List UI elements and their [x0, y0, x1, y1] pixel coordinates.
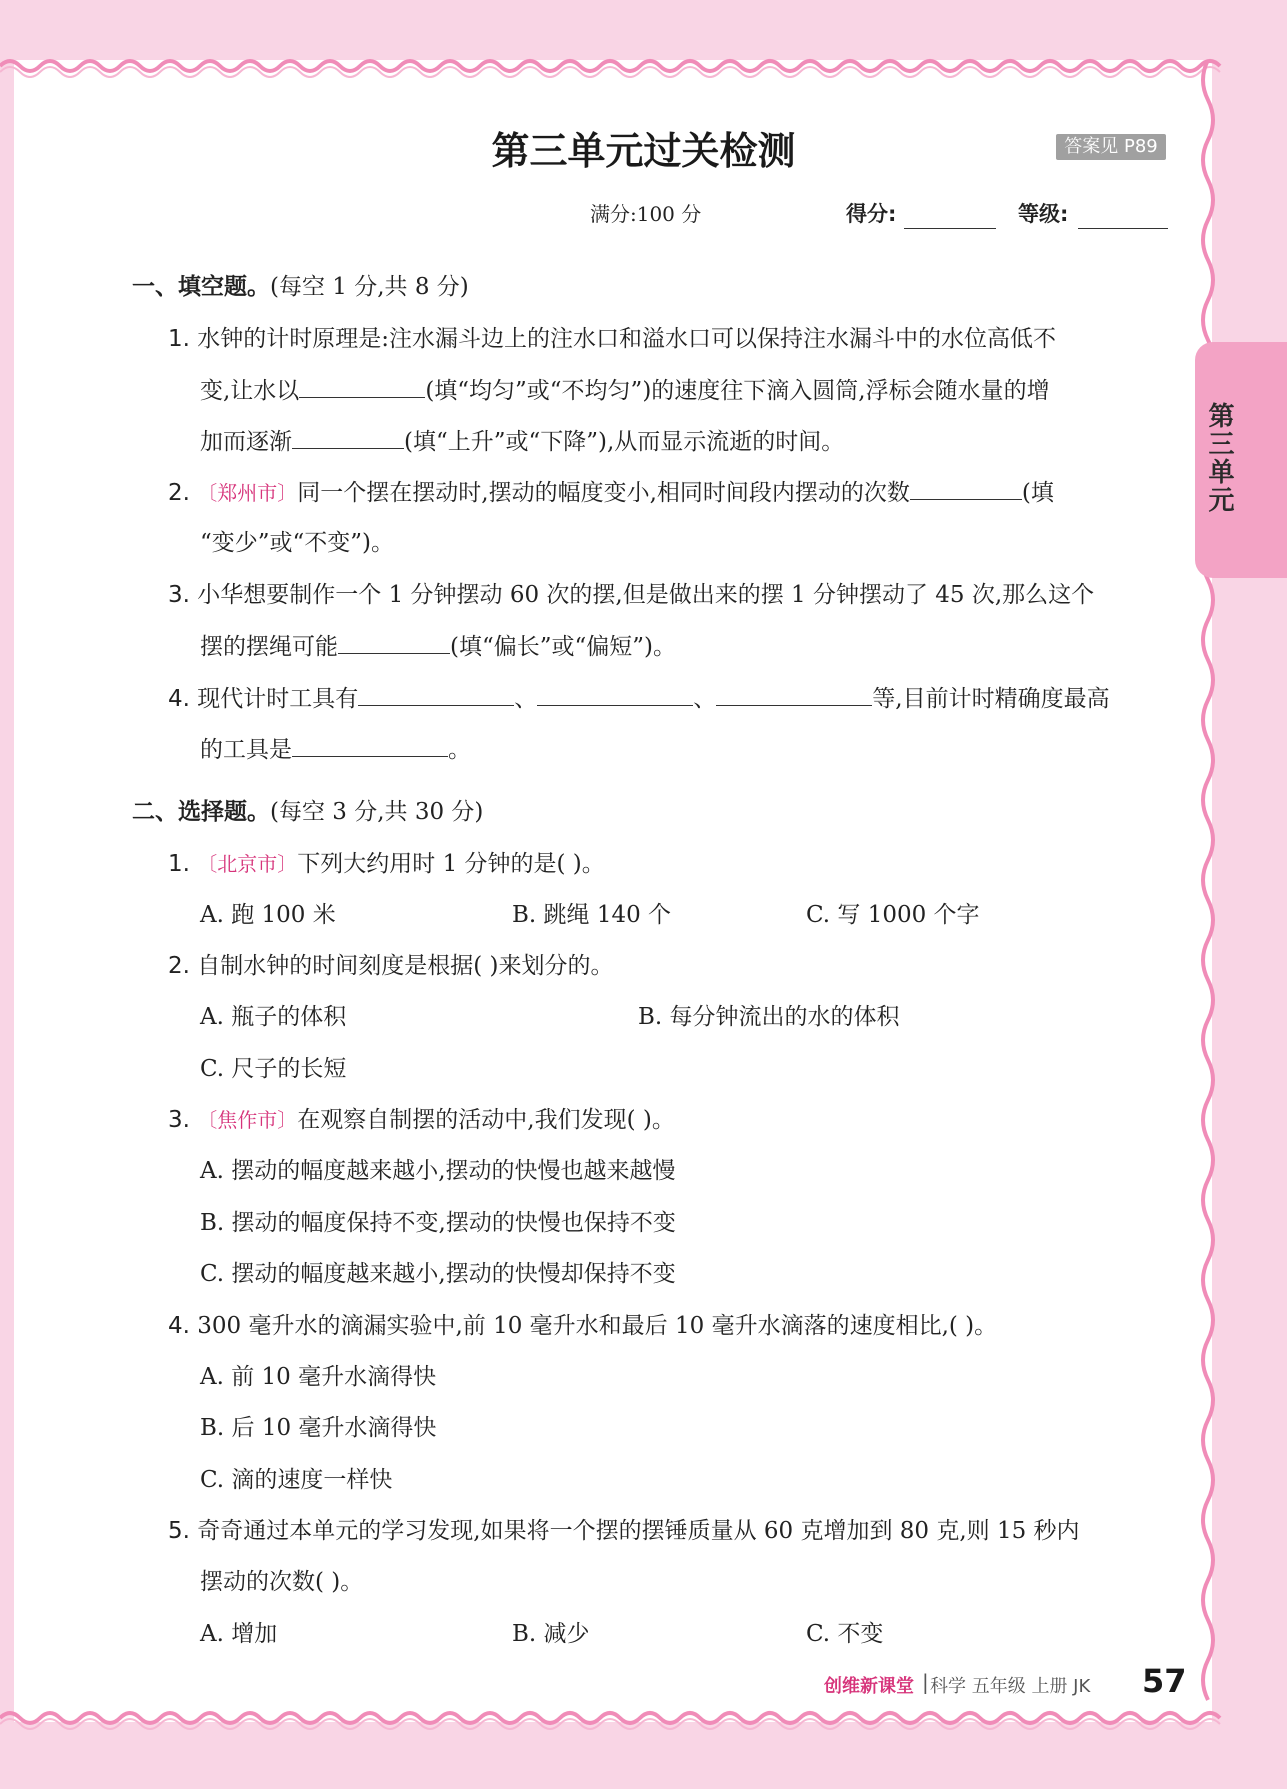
- wavy-border-right: [1200, 60, 1224, 1720]
- page-number: 57: [1142, 1662, 1187, 1700]
- footer-separator: |: [922, 1670, 929, 1694]
- wavy-border-top: [0, 54, 1287, 78]
- choice-option[interactable]: C. 写 1000 个字: [806, 902, 980, 928]
- question-number: 3.: [168, 582, 190, 608]
- section-title: 二、选择题。: [132, 799, 270, 825]
- question-text: (填“均匀”或“不均匀”)的速度往下滴入圆筒,浮标会随水量的增: [425, 378, 1050, 404]
- choice-option[interactable]: A. 跑 100 米: [200, 902, 336, 928]
- choice-option[interactable]: A. 摆动的幅度越来越小,摆动的快慢也越来越慢: [200, 1158, 676, 1184]
- grade-blank[interactable]: [1078, 228, 1168, 229]
- question-line: “变少”或“不变”)。: [200, 530, 395, 556]
- question-number: 4.: [168, 1313, 190, 1339]
- question-line: [200, 734, 471, 765]
- question-number: 2.: [168, 480, 190, 506]
- section-score-note: (每空 1 分,共 8 分): [270, 274, 469, 300]
- choice-option[interactable]: A. 瓶子的体积: [200, 1004, 347, 1030]
- separator: 、: [514, 686, 538, 712]
- answer-blank[interactable]: [292, 426, 404, 449]
- question-line: [200, 375, 1050, 406]
- question-line: [168, 1311, 997, 1341]
- grade-label: 等级:: [1018, 202, 1069, 226]
- question-number: 5.: [168, 1518, 190, 1544]
- question-text: 摆的摆绳可能: [200, 634, 338, 660]
- question-text: 现代计时工具有: [197, 686, 359, 712]
- question-text: (填“上升”或“下降”),从而显示流逝的时间。: [404, 429, 845, 455]
- question-number: 3.: [168, 1107, 190, 1133]
- question-number: 2.: [168, 953, 190, 979]
- question-text: 小华想要制作一个 1 分钟摆动 60 次的摆,但是做出来的摆 1 分钟摆动了 45 次,那么这个: [197, 582, 1095, 608]
- choice-option[interactable]: A. 增加: [200, 1621, 278, 1647]
- question-line: [168, 951, 614, 981]
- question-text: 变,让水以: [200, 378, 300, 404]
- section-title: 一、填空题。: [132, 274, 270, 300]
- page-title: 第三单元过关检测: [491, 129, 796, 173]
- choice-option[interactable]: B. 跳绳 140 个: [512, 902, 672, 928]
- question-text: 加而逐渐: [200, 429, 292, 455]
- question-text: 。: [448, 737, 471, 763]
- question-line: [168, 477, 1054, 508]
- section-multiple-choice-heading: [132, 797, 483, 827]
- full-score: 满分:100 分: [590, 202, 702, 226]
- answer-blank[interactable]: [358, 683, 514, 706]
- question-line: [200, 631, 676, 662]
- question-text: 下列大约用时 1 分钟的是( )。: [297, 851, 605, 877]
- answer-blank[interactable]: [299, 375, 425, 398]
- question-text: 300 毫升水的滴漏实验中,前 10 毫升水和最后 10 毫升水滴落的速度相比,( )。: [197, 1313, 998, 1339]
- answer-blank[interactable]: [537, 683, 693, 706]
- question-text: 在观察自制摆的活动中,我们发现( )。: [297, 1107, 675, 1133]
- page-sheet: [14, 60, 1212, 1722]
- question-text: 同一个摆在摆动时,摆动的幅度变小,相同时间段内摆动的次数: [297, 480, 910, 506]
- choice-option[interactable]: C. 不变: [806, 1621, 884, 1647]
- question-line: [168, 1105, 675, 1135]
- separator: 、: [693, 686, 717, 712]
- answer-blank[interactable]: [338, 631, 450, 654]
- question-number: 1.: [168, 851, 190, 877]
- question-text: (填“偏长”或“偏短”)。: [450, 634, 676, 660]
- question-line: [168, 849, 605, 879]
- answer-blank[interactable]: [716, 683, 872, 706]
- answer-blank[interactable]: [292, 734, 448, 757]
- region-tag: 〔焦作市〕: [197, 1108, 298, 1132]
- question-text: 的工具是: [200, 737, 292, 763]
- choice-option[interactable]: A. 前 10 毫升水滴得快: [200, 1364, 437, 1390]
- unit-side-tab-label: 第三单元: [1204, 402, 1234, 514]
- score-blank[interactable]: [904, 228, 996, 229]
- question-number: 1.: [168, 326, 190, 352]
- footer-course-info: 科学 五年级 上册 JK: [930, 1676, 1091, 1697]
- region-tag: 〔北京市〕: [197, 852, 298, 876]
- region-tag: 〔郑州市〕: [197, 481, 298, 505]
- choice-option[interactable]: B. 每分钟流出的水的体积: [638, 1004, 900, 1030]
- wavy-border-bottom: [0, 1710, 1287, 1734]
- answer-reference-badge: 答案见 P89: [1056, 134, 1166, 160]
- question-line: 摆动的次数( )。: [200, 1569, 364, 1595]
- question-text: 水钟的计时原理是:注水漏斗边上的注水口和溢水口可以保持注水漏斗中的水位高低不: [197, 326, 1057, 352]
- choice-option[interactable]: C. 滴的速度一样快: [200, 1467, 393, 1493]
- choice-option[interactable]: B. 后 10 毫升水滴得快: [200, 1415, 437, 1441]
- choice-option[interactable]: C. 摆动的幅度越来越小,摆动的快慢却保持不变: [200, 1261, 676, 1287]
- choice-option[interactable]: B. 减少: [512, 1621, 590, 1647]
- question-text: 等,目前计时精确度最高: [872, 686, 1110, 712]
- question-text: (填: [1021, 480, 1054, 506]
- choice-option[interactable]: C. 尺子的长短: [200, 1056, 347, 1082]
- question-line: [168, 324, 1056, 354]
- section-score-note: (每空 3 分,共 30 分): [270, 799, 484, 825]
- question-number: 4.: [168, 686, 190, 712]
- question-line: [168, 1516, 1080, 1546]
- answer-blank[interactable]: [910, 477, 1022, 500]
- choice-option[interactable]: B. 摆动的幅度保持不变,摆动的快慢也保持不变: [200, 1210, 676, 1236]
- question-text: 自制水钟的时间刻度是根据( )来划分的。: [197, 953, 614, 979]
- section-fill-blank-heading: [132, 272, 469, 302]
- question-line: [200, 426, 844, 457]
- score-label: 得分:: [846, 202, 897, 226]
- question-text: 奇奇通过本单元的学习发现,如果将一个摆的摆锤质量从 60 克增加到 80 克,则 15 秒内: [197, 1518, 1080, 1544]
- footer-brand: 创维新课堂: [824, 1676, 914, 1697]
- question-line: [168, 683, 1110, 714]
- question-line: [168, 580, 1094, 610]
